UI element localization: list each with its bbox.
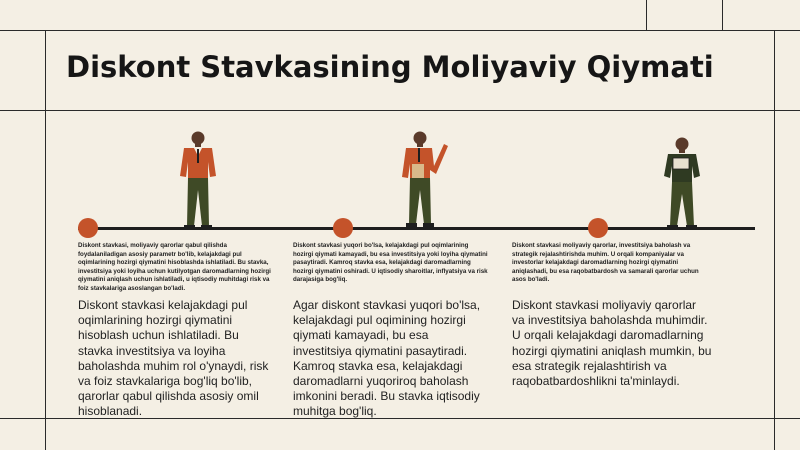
grid-line-right [774, 30, 775, 450]
grid-line-top [0, 30, 800, 31]
grid-line-corner-2 [722, 0, 723, 30]
timeline-dot-1 [78, 218, 98, 238]
timeline-dot-3 [588, 218, 608, 238]
timeline-dot-2 [333, 218, 353, 238]
milestone-2-summary: Diskont stavkasi yuqori bo'lsa, kelajakdagi pul oqimlarining hozirgi qiymati kamayadi, bu esa investitsiya yoki loyiha qiymatini pasaytiradi. Kamroq stavka esa, kelajakdagi daromadlarning hozirgi qiymatini oshiradi. U iqtisodiy sharoitlar, inflyatsiya va risk darajasiga bog'liq. [293, 242, 488, 284]
person-standing-icon [172, 130, 224, 230]
milestone-2-body: Agar diskont stavkasi yuqori bo'lsa, kelajakdagi pul oqimining hozirgi qiymati kamayadi, bu esa investitsiya qiymatini pasaytiradi. Kamroq stavka esa, kelajakdagi daromadlarni yuqoriroq baholash imkonini beradi. Bu stavka iqtisodiy muhitga bog'liq. [293, 298, 481, 419]
grid-line-under-title [0, 110, 800, 111]
page-title: Diskont Stavkasining Moliyaviy Qiymati [66, 50, 714, 84]
person-presenting-icon [398, 130, 450, 230]
milestone-1-body: Diskont stavkasi kelajakdagi pul oqimlarining hozirgi qiymatini hisoblash uchun ishlatiladi. Bu stavka investitsiya va loyiha baholashda muhim rol o'ynaydi, risk va foiz stavkalariga bog'liq bo'lib, qarorlar qabul qilishda asosiy omil hisoblanadi. [78, 298, 269, 419]
milestone-1-summary: Diskont stavkasi, moliyaviy qarorlar qabul qilishda foydalaniladigan asosiy parametr bo'lib, kelajakdagi pul oqimlarining hozirgi qiymatini hisoblashda ishlatiladi. Bu stavka, investitsiya yoki loyiha uchun kutilyotgan daromadlarning hozirgi qiymatini aniqlash uchun ishlatiladi, u iqtisodiy muhitdagi risk va foiz stavkalariga asoslangan bo'ladi. [78, 242, 271, 292]
milestone-3-body: Diskont stavkasi moliyaviy qarorlar va investitsiya baholashda muhimdir. U orqali kelajakdagi daromadlarning hozirgi qiymatini aniqlash mumkin, bu esa strategik rejalashtirish va raqobatbardoshlikni ta'minlaydi. [512, 298, 712, 389]
grid-line-left [45, 30, 46, 450]
milestone-3-summary: Diskont stavkasi moliyaviy qarorlar, investitsiya baholash va strategik rejalashtirishda muhim. U orqali kompaniyalar va investorlar kelajakdagi daromadlarning hozirgi qiymatini aniqlashadi, bu esa raqobatbardosh va samarali qarorlar uchun asos bo'ladi. [512, 242, 699, 284]
person-reading-icon [658, 136, 706, 231]
grid-line-corner-1 [646, 0, 647, 30]
